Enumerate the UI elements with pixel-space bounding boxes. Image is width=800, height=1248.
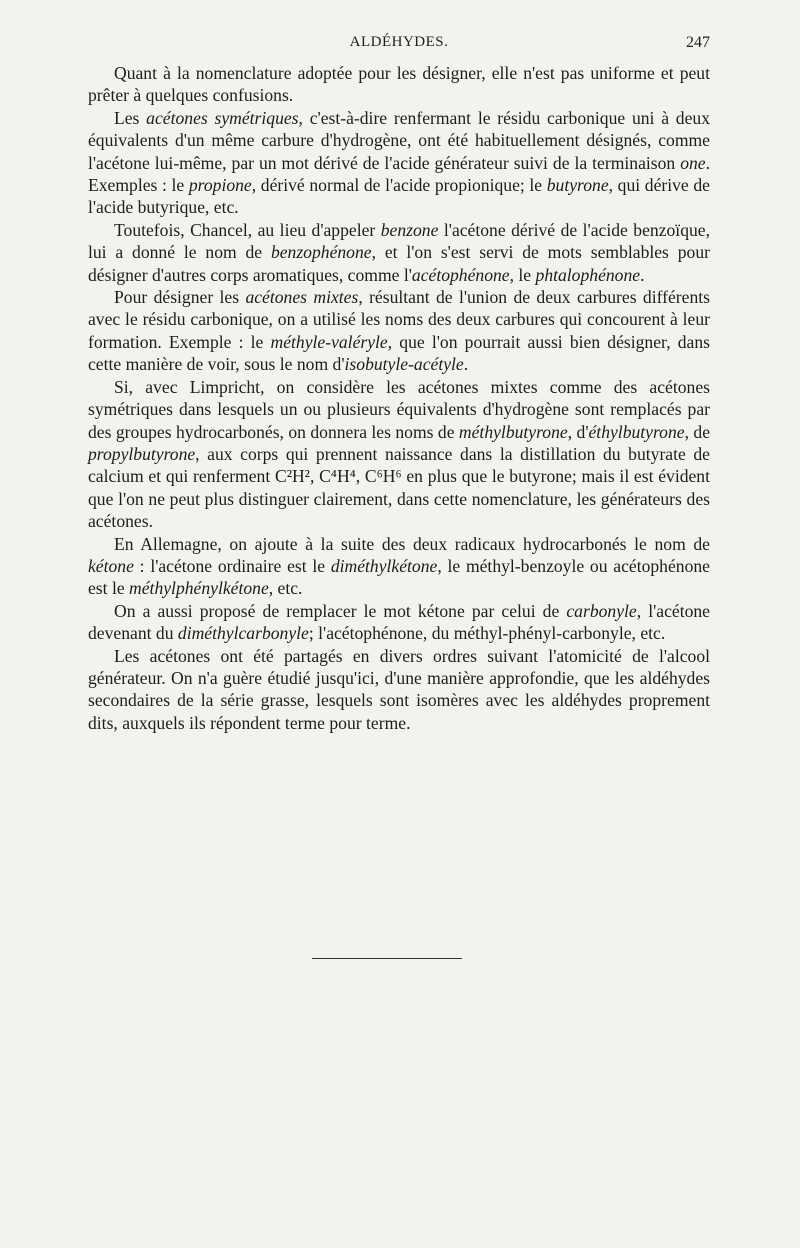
text-run: , de <box>684 421 711 442</box>
running-head <box>88 34 710 56</box>
text-run: Quant à la nomenclature adoptée pour les désigner, elle n'est pas uniforme et peut prêter à quelques confusions. <box>88 63 710 106</box>
paragraph <box>88 62 710 107</box>
italic-term: acétones mixtes <box>245 287 359 308</box>
text-run: ; l'acétophénone, du méthyl-phényl-carbonyle, etc. <box>308 623 666 644</box>
text-run: , le <box>509 264 536 285</box>
text-run: Les acétones ont été partagés en divers ordres suivant l'atomicité de l'alcool générateur. On n'a guère étudié jusqu'ici, d'une manière approfondie, que les aldéhydes secondaires de la série grasse, lesquels sont isomères avec les aldéhydes proprement dits, auxquels ils répondent terme pour terme. <box>88 645 710 733</box>
text-run: , l'acétone devenant du <box>88 600 710 644</box>
text-run: , résultant de l'union de deux carbures différents avec le résidu carbonique, on a utilisé les noms des deux carbures qui concourent à leur formation. Exemple : le <box>88 287 710 352</box>
text-run: Pour désigner les <box>114 287 246 308</box>
italic-term: diméthylcarbonyle <box>177 623 309 644</box>
italic-term: benzone <box>380 219 439 240</box>
italic-term: acétophénone <box>411 264 510 285</box>
running-title: ALDÉHYDES. <box>349 34 449 50</box>
text-run: l'acétone dérivé de l'acide benzoïque, lui a donné le nom de <box>88 219 710 263</box>
text-run: Les <box>114 107 147 128</box>
italic-term: phtalophénone <box>535 264 641 285</box>
paragraph <box>88 645 710 735</box>
paragraph <box>88 286 710 376</box>
text-run: En Allemagne, on ajoute à la suite des deux radicaux hydrocarbonés le nom de <box>114 533 710 554</box>
italic-term: propione <box>188 175 252 196</box>
text-run: Toutefois, Chancel, au lieu d'appeler <box>114 219 381 240</box>
italic-term: propylbutyrone <box>88 443 196 464</box>
text-run: . Exemples : le <box>88 152 710 196</box>
text-run: Si, avec Limpricht, on considère les acétones mixtes comme des acétones symétriques dans lesquels un ou plusieurs équivalents d'hydrogène sont remplacés par des groupes hydrocarbonés, on donnera les noms de <box>88 376 710 442</box>
paragraph <box>88 600 710 645</box>
paragraph <box>88 219 710 286</box>
text-run: , etc. <box>268 578 303 599</box>
text-run: , que l'on pourrait aussi bien désigner, dans cette manière de voir, sous le nom d' <box>88 331 710 375</box>
paragraph <box>88 107 710 219</box>
paragraph <box>88 533 710 600</box>
text-run: , d' <box>567 421 589 442</box>
italic-term: butyrone <box>546 175 609 196</box>
italic-term: one <box>680 152 706 173</box>
text-run: : l'acétone ordinaire est le <box>133 555 331 576</box>
italic-term: kétone <box>88 555 134 576</box>
italic-term: méthylphénylkétone <box>129 578 269 599</box>
italic-term: méthylbutyrone <box>458 421 568 442</box>
body-text <box>88 62 710 734</box>
text-run: , le méthyl-benzoyle ou acétophénone est le <box>88 555 710 599</box>
text-run: , qui dérive de l'acide butyrique, etc. <box>88 175 710 218</box>
text-run: . <box>463 354 469 375</box>
italic-term: éthylbutyrone <box>588 421 685 442</box>
text-run: On a aussi proposé de remplacer le mot kétone par celui de <box>114 600 567 621</box>
text-run: , et l'on s'est servi de mots semblables pour désigner d'autres corps aromatiques, comme l' <box>88 242 710 285</box>
text-run: , dérivé normal de l'acide propionique; le <box>251 175 547 196</box>
italic-term: benzophénone <box>270 242 372 263</box>
paragraph <box>88 376 710 533</box>
text-run: . <box>640 264 645 285</box>
section-rule <box>312 958 462 959</box>
italic-term: acétones symétriques <box>146 107 299 128</box>
page-number: 247 <box>686 34 710 51</box>
italic-term: diméthylkétone <box>330 555 438 576</box>
text-run: , aux corps qui prennent naissance dans la distillation du butyrate de calcium et qui renferment C²H², C⁴H⁴, C⁶H⁶ en plus que le butyrone; mais il est évident que l'on ne peut plus distinguer clairement, dans cette nomenclature, les générateurs des acétones. <box>88 443 710 532</box>
italic-term: méthyle-valéryle <box>270 331 388 352</box>
text-run: , c'est-à-dire renfermant le résidu carbonique uni à deux équivalents d'un même carbure d'hydrogène, ont été habituellement désignés, comme l'acétone lui-même, par un mot dérivé de l'acide générateur suivi de la terminaison <box>88 107 710 173</box>
italic-term: carbonyle <box>566 600 637 621</box>
italic-term: isobutyle-acétyle <box>344 354 464 375</box>
